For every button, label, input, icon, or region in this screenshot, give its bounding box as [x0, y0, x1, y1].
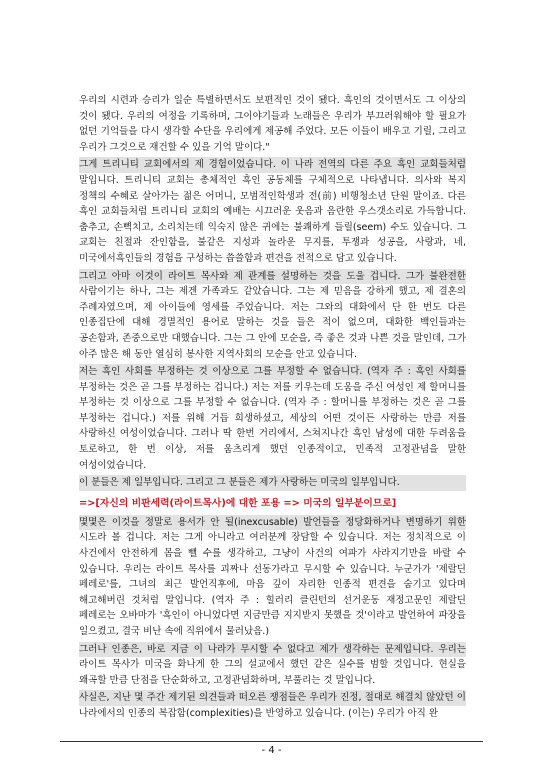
paragraph	[79, 269, 466, 363]
paragraph-text: 몇몇은 이것을 정말로 용서가 안 될(inexcusable) 발언들을 정당화하거나 변명하기 위한 시도라 볼 겁니다. 저는 그게 아니라고 여러분께 장담할 수 있습니다. 저는 정치적으로 이 사건에서 안전하게 몸을 뺄 수를 생각하고, 그냥이 사건의 여파가 사라지기만을 바랄 수 있습니다. 우리는 라이트 목사를 괴짜나 선동가라고 무시할 수 있습니다. 누군가가 '제랄딘 페레로'를, 그녀의 최근 발언직후에, 마음 깊이 자리한 인종적 편견을 숨기고 있다며 해고해버린 것처럼 말입니다. (역자 주 : 힐러리 클린턴의 선거운동 재정고문인 제랄딘 페레로는 오바마가 '흑인이 아니었다면 지금만큼 지지받지 못했을 것'이라고 발언하여 파장을 일으켰고, 결국 비난 속에 직위에서 물러났음.)	[79, 516, 466, 637]
paragraph	[79, 515, 466, 640]
paragraph-text: 그러나 인종은, 바로 지금 이 나라가 무시할 수 없다고 제가 생각하는 문제입니다. 우리는 라이트 목사가 미국을 화나게 한 그의 설교에서 했던 같은 실수를 범할 것입니다. 현실을 왜곡할 만큼 단점을 단순화하고, 고정관념화하며, 부풀리는 것 말입니다.	[79, 643, 466, 686]
paragraph	[79, 93, 466, 155]
page-footer	[60, 741, 483, 756]
paragraph-text: 사실은, 지난 몇 주간 제기된 의견들과 떠오른 쟁점들은 우리가 진정, 절대로 해결치 않았던 이 나라에서의 인종의 복잡함(complexities)을 반영하고 있습니다. (이는) 우리가 아직 완	[79, 692, 466, 719]
paragraph	[79, 475, 466, 491]
paragraph	[79, 364, 466, 473]
paragraph-text: 우리의 시련과 승리가 일순 특별하면서도 보편적인 것이 됐다. 흑인의 것이면서도 그 이상의 것이 됐다. 우리의 여정을 기록하며, 그이야기들과 노래들은 우리가 부끄러워해야 할 필요가 없던 기억들을 다시 생각할 수단을 우리에게 제공해 주었다. 모든 이들이 배우고 기릴, 그리고 우리가 그것으로 재건할 수 있을 기억 말이다."	[79, 95, 466, 153]
page-number: - 4 -	[261, 745, 282, 756]
paragraph	[79, 690, 466, 721]
paragraph-text: 그리고 아마 이것이 라이트 목사와 제 관계를 설명하는 것을 도울 겁니다. 그가 불완전한 사람이기는 하나, 그는 제겐 가족과도 같았습니다. 그는 제 믿음을 강하게 했고, 제 결혼의 주례자였으며, 제 아이들에 영세를 주었습니다. 저는 그와의 대화에서 단 한 번도 다른 인종집단에 대해 경멸적인 용어로 말하는 것을 들은 적이 없으며, 대화한 백인들과는 공손함과, 존중으로만 대했습니다. 그는 그 안에 모순을, 즉 좋은 것과 나쁜 것을 말인데, 그가 아주 많은 해 동안 열심히 봉사한 지역사회의 모순을 안고 있습니다.	[79, 270, 466, 360]
paragraph	[79, 157, 466, 266]
section-heading: =>[자신의 비판세력(라이트목사)에 대한 포용 => 미국의 일부분이므로]	[79, 497, 397, 509]
document-body	[79, 93, 466, 724]
paragraph-text: 그게 트리니티 교회에서의 제 경험이었습니다. 이 나라 전역의 다른 주요 흑인 교회들처럼 말입니다. 트리니티 교회는 총체적인 흑인 공동체를 구체적으로 나타냅니다. 의사와 복지 정책의 수혜로 살아가는 젊은 어머니, 모범적인학생과 전(前) 비행청소년 단원 말이죠. 다른 흑인 교회들처럼 트리니티 교회의 예배는 시끄러운 웃음과 음란한 우스갯소리로 가득합니다. 춤추고, 손뼉치고, 소리치는데 익숙지 않은 귀에는 불쾌하게 들릴(seem) 수도 있습니다. 그 교회는 친절과 잔인함을, 불같은 지성과 놀라운 무지를, 투쟁과 성공을, 사랑과, 네, 미국에서흑인들의 경험을 구성하는 씁쓸함과 편견을 전적으로 담고 있습니다.	[79, 159, 466, 264]
paragraph-text: 이 분들은 제 일부입니다. 그리고 그 분들은 제가 사랑하는 미국의 일부입니다.	[79, 477, 400, 489]
paragraph	[79, 642, 466, 689]
paragraph-text: 저는 흑인 사회를 부정하는 것 이상으로 그를 부정할 수 없습니다. (역자 주 : 흑인 사회를 부정하는 것은 곧 그를 부정하는 겁니다.) 저는 저를 키우는데 도움을 주신 여성인 제 할머니를 부정하는 것 이상으로 그를 부정할 수 없습니다. (역자 주 : 할머니를 부정하는 것은 곧 그를 부정하는 겁니다.) 저를 위해 거듭 희생하셨고, 세상의 어떤 것이든 사랑하는 만큼 저를 사랑하신 여성이었습니다. 그러나 딱 한번 거리에서, 스쳐지나간 흑인 남성에 대한 두려움을 토로하고, 한 번 이상, 저를 움츠리게 했던 인종적이고, 민족적 고정관념을 말한 여성이었습니다.	[79, 366, 466, 471]
